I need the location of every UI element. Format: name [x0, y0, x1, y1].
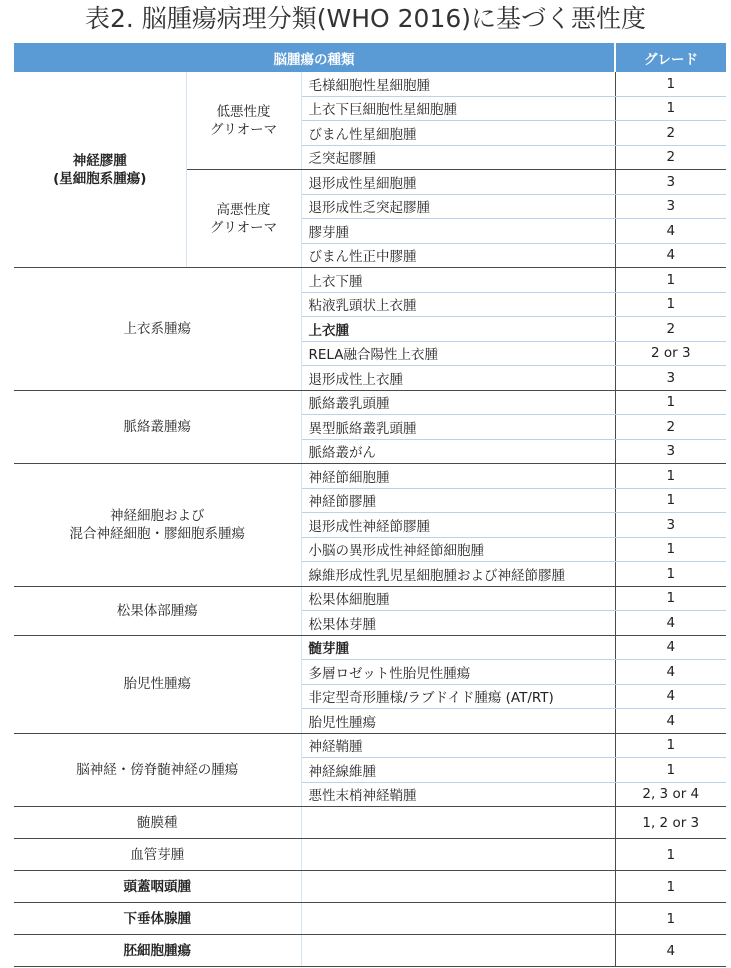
tumor-name: RELA融合陽性上衣腫 — [301, 341, 615, 366]
group-name: 下垂体腺腫 — [14, 903, 301, 935]
grade-value: 4 — [615, 684, 726, 709]
tumor-name: 神経線維腫 — [301, 758, 615, 783]
tumor-name-empty — [301, 807, 615, 839]
group-name: 胎児性腫瘍 — [14, 635, 301, 733]
tumor-name: 粘液乳頭状上衣腫 — [301, 292, 615, 317]
tumor-name: 悪性末梢神経鞘腫 — [301, 782, 615, 807]
tumor-name: 松果体細胞腫 — [301, 586, 615, 611]
tumor-name: 多層ロゼット性胎児性腫瘍 — [301, 660, 615, 685]
grade-value: 1 — [615, 903, 726, 935]
grade-value: 4 — [615, 243, 726, 268]
grade-value: 1 — [615, 96, 726, 121]
table-row — [14, 871, 726, 903]
group-name: 上衣系腫瘍 — [14, 268, 301, 391]
tumor-grade-table — [14, 43, 726, 967]
tumor-name: 退形成性上衣腫 — [301, 366, 615, 391]
tumor-name: 脈絡叢乳頭腫 — [301, 390, 615, 415]
tumor-name-empty — [301, 871, 615, 903]
tumor-name: 膠芽腫 — [301, 219, 615, 244]
table-title: 表2. 脳腫瘍病理分類(WHO 2016)に基づく悪性度 — [84, 4, 647, 33]
grade-value: 1 — [615, 586, 726, 611]
grade-value: 4 — [615, 709, 726, 734]
grade-value: 4 — [615, 660, 726, 685]
tumor-name: 乏突起膠腫 — [301, 145, 615, 170]
tumor-name: 線維形成性乳児星細胞腫および神経節膠腫 — [301, 562, 615, 587]
tumor-name: びまん性正中膠腫 — [301, 243, 615, 268]
grade-value: 2 — [615, 415, 726, 440]
table-row — [14, 72, 726, 96]
group-name: 頭蓋咽頭腫 — [14, 871, 301, 903]
tumor-name: 上衣下巨細胞性星細胞腫 — [301, 96, 615, 121]
table-row — [14, 839, 726, 871]
tumor-name-empty — [301, 903, 615, 935]
grade-value: 1 — [615, 839, 726, 871]
group-name: 血管芽腫 — [14, 839, 301, 871]
tumor-name: 退形成性乏突起膠腫 — [301, 194, 615, 219]
grade-value: 4 — [615, 935, 726, 967]
table-row — [14, 586, 726, 611]
grade-value: 3 — [615, 366, 726, 391]
subgroup-name: 高悪性度 グリオーマ — [186, 170, 301, 268]
grade-value: 3 — [615, 194, 726, 219]
table-row — [14, 733, 726, 758]
grade-value: 1 — [615, 464, 726, 489]
grade-value: 4 — [615, 635, 726, 660]
group-name: 神経細胞および 混合神経細胞・膠細胞系腫瘍 — [14, 464, 301, 587]
grade-value: 3 — [615, 439, 726, 464]
tumor-name: 松果体芽腫 — [301, 611, 615, 636]
grade-value: 1, 2 or 3 — [615, 807, 726, 839]
tumor-name: 異型脈絡叢乳頭腫 — [301, 415, 615, 440]
tumor-name: 神経節膠腫 — [301, 488, 615, 513]
grade-value: 1 — [615, 292, 726, 317]
table-row — [14, 935, 726, 967]
tumor-name: 退形成性星細胞腫 — [301, 170, 615, 195]
group-name: 脈絡叢腫瘍 — [14, 390, 301, 464]
tumor-name: 脈絡叢がん — [301, 439, 615, 464]
table-row — [14, 903, 726, 935]
grade-value: 4 — [615, 611, 726, 636]
header-grade: グレード — [615, 43, 726, 72]
table-row — [14, 268, 726, 293]
grade-value: 1 — [615, 488, 726, 513]
tumor-name: 神経鞘腫 — [301, 733, 615, 758]
tumor-name: 小脳の異形成性神経節細胞腫 — [301, 537, 615, 562]
table-header-row — [14, 43, 726, 72]
group-name: 脳神経・傍脊髄神経の腫瘍 — [14, 733, 301, 807]
grade-value: 2 or 3 — [615, 341, 726, 366]
subgroup-name: 低悪性度 グリオーマ — [186, 72, 301, 170]
grade-value: 3 — [615, 513, 726, 538]
group-name: 松果体部腫瘍 — [14, 586, 301, 635]
grade-value: 1 — [615, 537, 726, 562]
grade-value: 4 — [615, 219, 726, 244]
group-name: 髄膜種 — [14, 807, 301, 839]
grade-value: 1 — [615, 562, 726, 587]
table-body — [14, 72, 726, 967]
tumor-name: 毛様細胞性星細胞腫 — [301, 72, 615, 96]
grade-value: 1 — [615, 268, 726, 293]
grade-value: 1 — [615, 871, 726, 903]
grade-value: 3 — [615, 170, 726, 195]
tumor-name-empty — [301, 935, 615, 967]
table-row — [14, 390, 726, 415]
grade-value: 1 — [615, 733, 726, 758]
grade-value: 1 — [615, 758, 726, 783]
grade-value: 2, 3 or 4 — [615, 782, 726, 807]
grade-value: 1 — [615, 72, 726, 96]
tumor-name: 退形成性神経節膠腫 — [301, 513, 615, 538]
grade-value: 1 — [615, 390, 726, 415]
tumor-name: びまん性星細胞腫 — [301, 121, 615, 146]
grade-value: 2 — [615, 317, 726, 342]
tumor-name: 非定型奇形腫様/ラブドイド腫瘍 (AT/RT) — [301, 684, 615, 709]
grade-value: 2 — [615, 121, 726, 146]
header-tumor-type: 脳腫瘍の種類 — [14, 43, 615, 72]
tumor-name: 上衣下腫 — [301, 268, 615, 293]
tumor-name: 髄芽腫 — [301, 635, 615, 660]
grade-value: 2 — [615, 145, 726, 170]
tumor-name: 上衣腫 — [301, 317, 615, 342]
tumor-name: 胎児性腫瘍 — [301, 709, 615, 734]
tumor-name-empty — [301, 839, 615, 871]
table-row — [14, 807, 726, 839]
table-row — [14, 635, 726, 660]
group-name: 胚細胞腫瘍 — [14, 935, 301, 967]
table-row — [14, 464, 726, 489]
group-name: 神経膠腫 (星細胞系腫瘍) — [14, 72, 186, 268]
tumor-name: 神経節細胞腫 — [301, 464, 615, 489]
